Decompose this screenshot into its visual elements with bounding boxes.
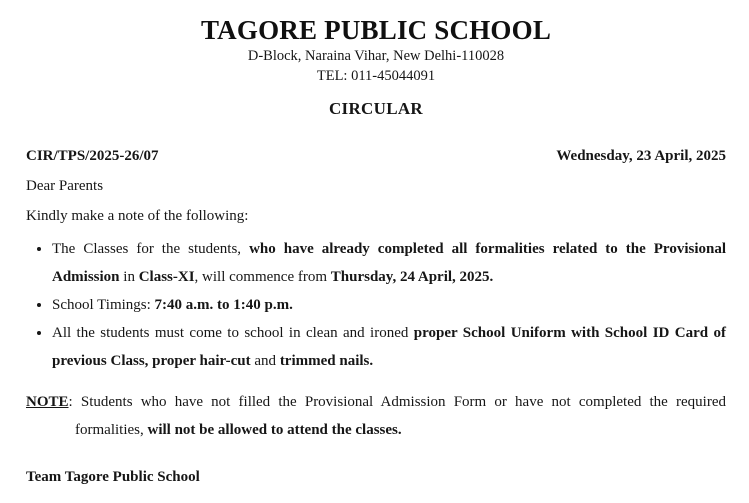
- text-run: , will commence from: [194, 269, 331, 285]
- text-run: The Classes for the students,: [52, 241, 250, 257]
- school-address: D-Block, Naraina Vihar, New Delhi-110028: [247, 48, 505, 64]
- point-school-timings: [52, 291, 726, 319]
- note-paragraph: [26, 388, 726, 444]
- point-classes-commence: [52, 235, 726, 291]
- bold-run: proper School Uniform with School ID Card of previous Class, proper hair-cut: [52, 325, 727, 369]
- bold-run: who have already completed all formalities related to the Provisional Admission: [52, 241, 727, 285]
- doc-type-heading: CIRCULAR: [328, 99, 423, 118]
- text-run: : Students who have not filled the Provisional Admission Form or have not completed the required formalities,: [68, 394, 726, 438]
- note-label: NOTE: [26, 394, 69, 410]
- bold-run: trimmed nails.: [279, 353, 374, 369]
- text-run: in: [119, 269, 139, 285]
- reference-number: CIR/TPS/2025-26/07: [26, 148, 159, 164]
- bold-run: will not be allowed to attend the classes.: [147, 422, 402, 438]
- reference-date-row: [26, 146, 726, 166]
- text-run: All the students must come to school in clean and ironed: [52, 325, 414, 341]
- school-name: TAGORE PUBLIC SCHOOL: [200, 15, 552, 45]
- school-phone: TEL: 011-45044091: [316, 68, 436, 84]
- bold-run: 7:40 a.m. to 1:40 p.m.: [154, 297, 293, 313]
- text-run: and: [250, 353, 280, 369]
- circular-date: Wednesday, 23 April, 2025: [556, 148, 726, 164]
- circular-points-list: [26, 235, 726, 375]
- signoff: Team Tagore Public School: [26, 469, 200, 485]
- bold-run: Thursday, 24 April, 2025.: [330, 269, 494, 285]
- salutation: Dear Parents: [26, 178, 104, 194]
- point-uniform: [52, 319, 726, 375]
- bold-run: Class-XI: [138, 269, 195, 285]
- text-run: School Timings:: [52, 297, 155, 313]
- intro-line: Kindly make a note of the following:: [26, 208, 249, 224]
